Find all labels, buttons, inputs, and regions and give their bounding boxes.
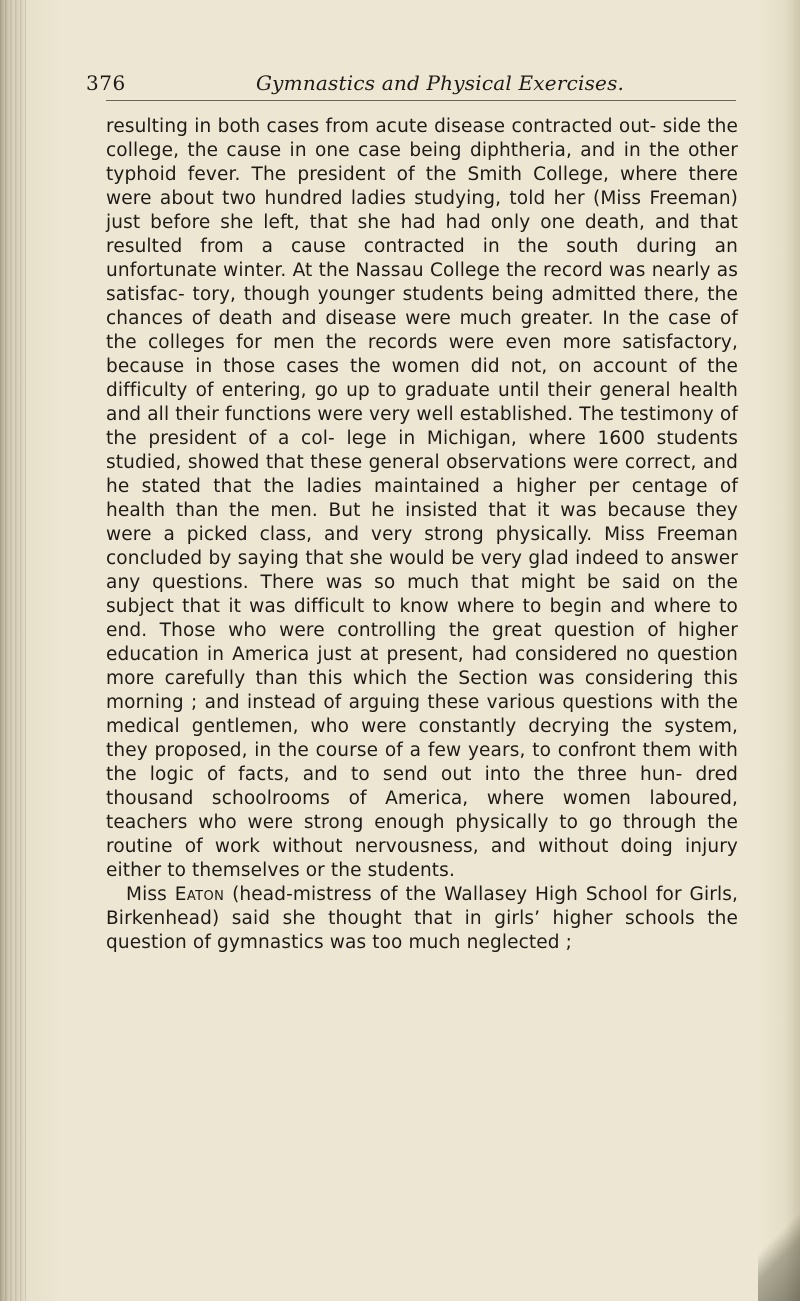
page-corner-shadow	[758, 1181, 800, 1301]
paragraph-1: resulting in both cases from acute disease contracted out- side the college, the cause in one case being diphtheria, and in the other typhoid fever. The president of the Smith College, where there were about two hundred ladies studying, told her (Miss Freeman) just before she left, that she had had only one death, and that resulted from a cause contracted in the south during an unfortunate winter. At the Nassau College the record was nearly as satisfac- tory, though younger students being admitted there, the chances of death and disease were much greater. In the case of the colleges for men the records were even more satisfactory, because in those cases the women did not, on account of the difficulty of entering, go up to graduate until their general health and all their functions were very well established. The testimony of the president of a col- lege in Michigan, where 1600 students studied, showed that these general observations were correct, and he stated that the ladies maintained a higher per centage of health than the men. But he insisted that it was because they were a picked class, and very strong physically. Miss Freeman concluded by saying that she would be very glad indeed to answer any questions. There was so much that might be said on the subject that it was difficult to know where to begin and where to end. Those who were controlling the great question of higher education in America just at present, had considered no question more carefully than this which the Section was considering this morning ; and instead of arguing these various questions with the medical gentlemen, who were constantly decrying the system, they proposed, in the course of a few years, to confront them with the logic of facts, and to send out into the three hun- dred thousand schoolrooms of America, where women laboured, teachers who were strong enough physically to go through the routine of work without nervousness, and without doing injury either to themselves or the students.	[106, 116, 738, 881]
page-number: 376	[86, 71, 126, 95]
header-rule	[106, 100, 736, 101]
speaker-name: Eaton	[174, 884, 225, 905]
paragraph-2-rest: (head-mistress of the Wallasey High School for Girls, Birkenhead) said she thought that in girls’ higher schools the question of gymnastics was too much neglected ;	[106, 884, 739, 953]
running-title: Gymnastics and Physical Exercises.	[256, 71, 625, 95]
paragraph-2-lead: Miss	[126, 884, 175, 905]
body-text	[106, 115, 738, 955]
binding-gutter-shadow	[0, 0, 26, 1301]
page-header	[86, 71, 736, 103]
paragraph-2	[106, 883, 738, 955]
